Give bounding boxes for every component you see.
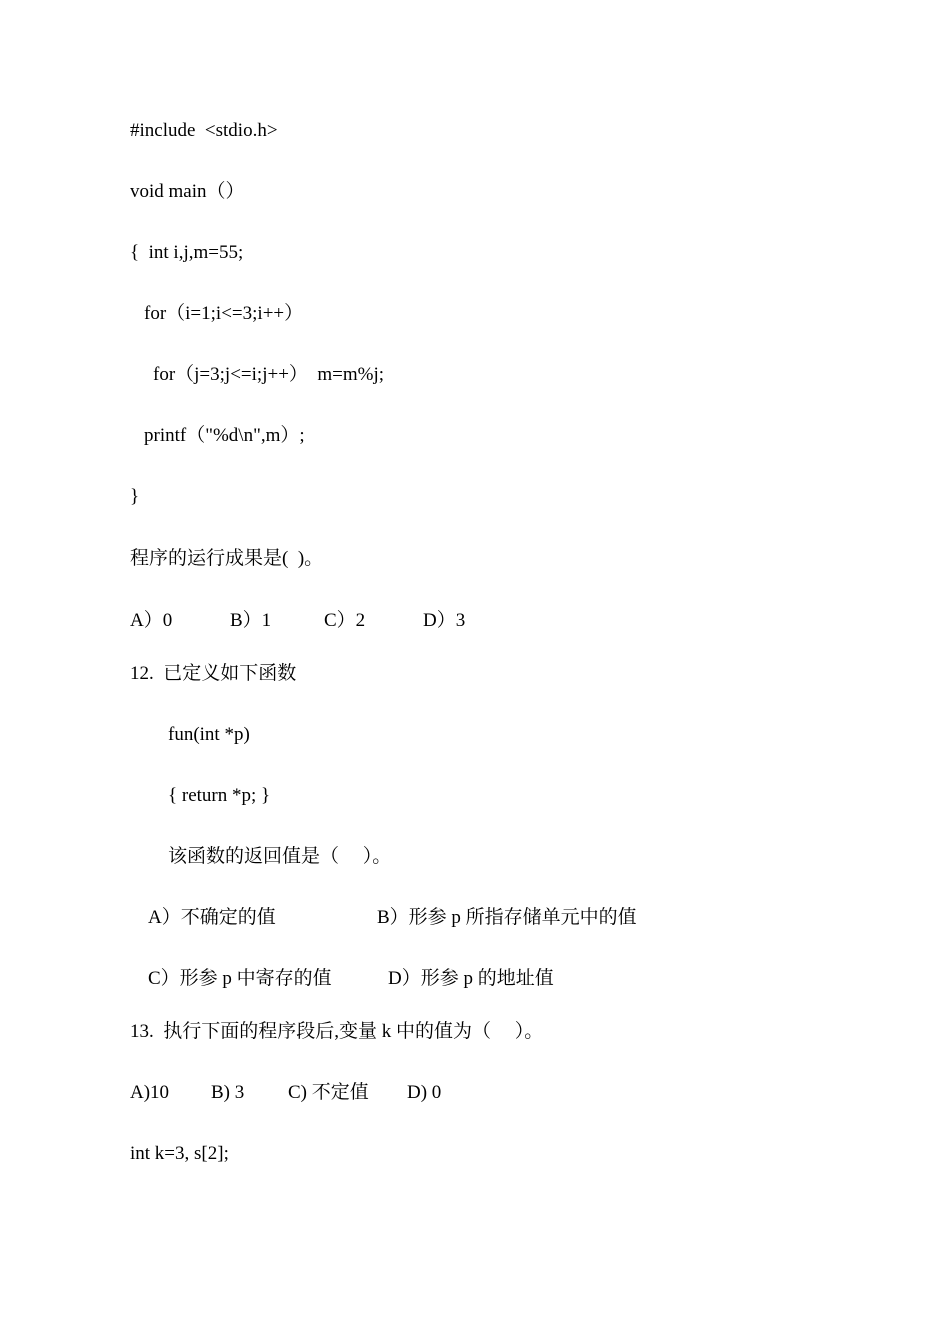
question-13-option-d: D) 0 bbox=[407, 1082, 442, 1103]
code-line-main: void main（） bbox=[130, 181, 245, 202]
code-line-declare: { int i,j,m=55; bbox=[130, 242, 244, 263]
question-12-option-d: D）形参 p 的地址值 bbox=[388, 968, 554, 989]
question-12-stem: 12. 已定义如下函数 bbox=[130, 663, 297, 684]
question-11-option-b: B）1 bbox=[230, 610, 272, 631]
question-11-stem: 程序的运行成果是( )。 bbox=[130, 548, 324, 569]
question-13-option-a: A)10 bbox=[130, 1082, 170, 1103]
question-12-option-a: A）不确定的值 bbox=[148, 907, 276, 928]
question-13-code-line: int k=3, s[2]; bbox=[130, 1143, 229, 1164]
question-11-option-c: C）2 bbox=[324, 610, 366, 631]
code-line-outer-for: for（i=1;i<=3;i++） bbox=[144, 303, 304, 324]
question-13-option-c: C) 不定值 bbox=[288, 1082, 369, 1103]
question-13-stem: 13. 执行下面的程序段后,变量 k 中的值为（ ）。 bbox=[130, 1021, 544, 1042]
question-13-option-b: B) 3 bbox=[211, 1082, 245, 1103]
question-12-prompt: 该函数的返回值是（ ）。 bbox=[168, 846, 392, 867]
code-line-printf: printf（"%d\n",m）; bbox=[144, 425, 305, 446]
code-line-close-brace: } bbox=[130, 486, 140, 507]
question-11-option-a: A）0 bbox=[130, 610, 173, 631]
question-11-option-d: D）3 bbox=[423, 610, 466, 631]
question-12-code-body: { return *p; } bbox=[168, 785, 271, 806]
code-line-include: #include <stdio.h> bbox=[130, 120, 278, 141]
question-12-option-b: B）形参 p 所指存储单元中的值 bbox=[377, 907, 637, 928]
code-line-inner-for: for（j=3;j<=i;j++） m=m%j; bbox=[153, 364, 385, 385]
question-12-option-c: C）形参 p 中寄存的值 bbox=[148, 968, 332, 989]
question-12-code-signature: fun(int *p) bbox=[168, 724, 250, 745]
